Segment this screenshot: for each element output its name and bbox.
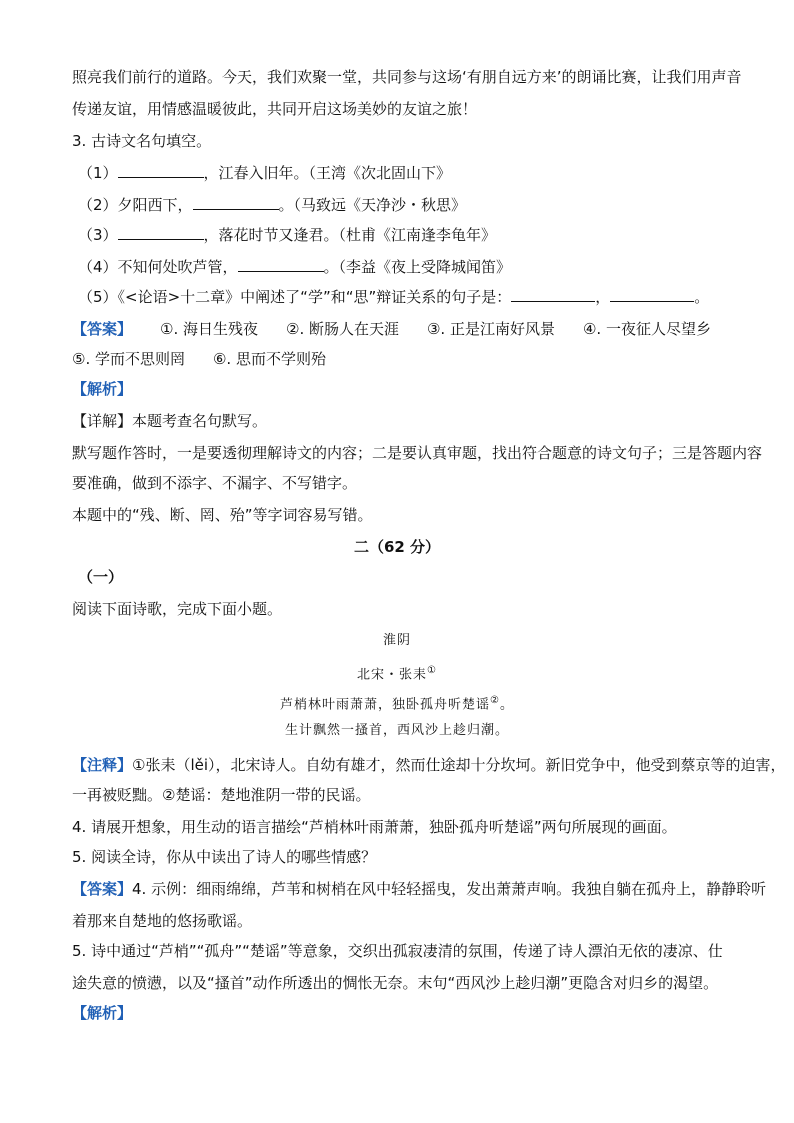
answer-5-line-2: 途失意的愤懑，以及“搔首”动作所透出的惆怅无奈。末句“西风沙上趁归潮”更隐含对归乡的渴望。 <box>72 974 719 992</box>
section-2-sub: （一） <box>78 568 124 586</box>
answer-1: ①. 海日生残夜 <box>160 320 258 338</box>
detail-para-2: 本题中的“残、断、罔、殆”等字词容易写错。 <box>72 506 373 524</box>
detail-line: 【详解】本题考查名句默写。 <box>72 412 268 430</box>
detail-para-1-line-2: 要准确，做到不添字、不漏字、不写错字。 <box>72 474 358 492</box>
q3-answer-row-1 <box>72 318 734 340</box>
answer-6: ⑥. 思而不学则殆 <box>212 350 326 368</box>
answer-label: 【答案】 <box>72 320 133 338</box>
note-line-2: 一再被贬黜。②楚谣：楚地淮阴一带的民谣。 <box>72 786 371 804</box>
answer-blank <box>118 225 204 240</box>
section-2-heading: 二（62 分） <box>353 538 441 556</box>
answer-blank <box>511 287 595 302</box>
answer-4-line-2: 着那来自楚地的悠扬歌谣。 <box>72 912 253 930</box>
answer-2: ②. 断肠人在天涯 <box>286 320 399 338</box>
question-3-title: 3. 古诗文名句填空。 <box>72 132 212 150</box>
q3-item-4: （4）不知何处吹芦管， 。（李益《夜上受降城闻笛》 <box>78 258 512 276</box>
answer-4-line-1: 【答案】4. 示例：细雨绵绵，芦苇和树梢在风中轻轻摇曳，发出萧萧声响。我独自躺在孤舟上，静静聆听 <box>72 880 767 898</box>
q3-item-5: （5）《<论语>十二章》中阐述了“学”和“思”辩证关系的句子是： ， 。 <box>78 288 710 306</box>
poem-author: 北宋・张耒① <box>357 665 437 683</box>
answer-blank <box>193 195 279 210</box>
answer-5-line-1: 5. 诗中通过“芦梢”“孤舟”“楚谣”等意象，交织出孤寂凄清的氛围，传递了诗人漂泊无依的凄凉、仕 <box>72 942 723 960</box>
intro-line-2: 传递友谊，用情感温暖彼此，共同开启这场美妙的友谊之旅！ <box>72 100 478 118</box>
poem-title: 淮阴 <box>382 633 411 648</box>
answer-blank <box>610 287 694 302</box>
question-5: 5. 阅读全诗，你从中读出了诗人的哪些情感？ <box>72 848 377 866</box>
answer-blank <box>238 257 324 272</box>
q3-answer-row-2 <box>72 348 734 370</box>
q3-item-3: （3） ，落花时节又逢君。（杜甫《江南逢李龟年》 <box>78 226 497 244</box>
intro-line-1: 照亮我们前行的道路。今天，我们欢聚一堂，共同参与这场‘有朋自远方来’的朗诵比赛，让我们用声音 <box>72 68 742 86</box>
poem-line-2: 生计飘然一搔首，西风沙上趁归潮。 <box>284 723 509 738</box>
detail-para-1-line-1: 默写题作答时，一是要透彻理解诗文的内容；二是要认真审题，找出符合题意的诗文句子；三是答题内容 <box>72 444 763 462</box>
answer-5: ⑤. 学而不思则罔 <box>72 350 185 368</box>
answer-4: ④. 一夜征人尽望乡 <box>582 320 711 338</box>
q3-item-2: （2）夕阳西下， 。（马致远《天净沙・秋思》 <box>78 196 467 214</box>
answer-blank <box>118 163 204 178</box>
analysis-label-2: 【解析】 <box>72 1004 133 1022</box>
poem-line-1: 芦梢林叶雨萧萧，独卧孤舟听楚谣②。 <box>280 695 514 713</box>
note-line-1: 【注释】①张耒（lěi），北宋诗人。自幼有雄才，然而仕途却十分坎坷。新旧党争中，他受到蔡京等的迫害， <box>72 756 786 774</box>
question-4: 4. 请展开想象，用生动的语言描绘“芦梢林叶雨萧萧，独卧孤舟听楚谣”两句所展现的画面。 <box>72 818 677 836</box>
section-2-instruction: 阅读下面诗歌，完成下面小题。 <box>72 600 283 618</box>
answer-3: ③. 正是江南好风景 <box>426 320 555 338</box>
analysis-label: 【解析】 <box>72 380 133 398</box>
q3-item-1: （1） ，江春入旧年。（王湾《次北固山下》 <box>78 164 452 182</box>
